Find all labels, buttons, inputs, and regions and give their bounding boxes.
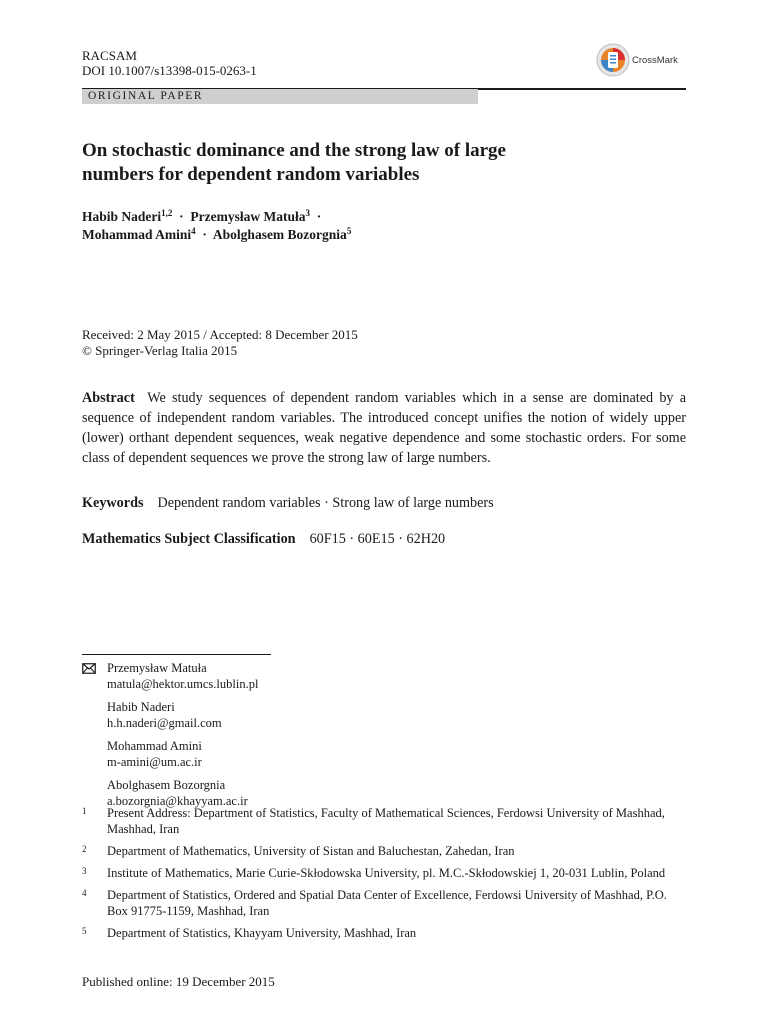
affiliation-number: 2: [82, 844, 87, 854]
abstract-text: We study sequences of dependent random variables which in a sense are dominated by a sequence of independent random variables. The introduced concept unifies the notion of widely upper (lower) orthant dependent sequences, weak negative dependence and some stochastic orders. For some class of dependent sequences we prove the strong law of large numbers.: [82, 390, 687, 466]
contact-email[interactable]: a.bozorgnia@khayyam.ac.ir: [107, 794, 248, 808]
affiliation-number: 4: [82, 888, 87, 898]
author-affiliation-ref: 5: [346, 226, 352, 236]
affiliation-item: [82, 865, 686, 881]
received-accepted: Received: 2 May 2015 / Accepted: 8 December 2015: [82, 327, 358, 342]
contact-email[interactable]: h.h.naderi@gmail.com: [107, 716, 222, 730]
abstract: [82, 388, 686, 468]
author-separator: ·: [316, 209, 322, 224]
author-affiliation-ref: 1,2: [161, 208, 173, 218]
author-affiliation-ref: 3: [305, 208, 310, 218]
keywords: [82, 494, 686, 512]
affiliation-item: [82, 925, 686, 941]
journal-info: [82, 48, 257, 78]
msc-text: 60F15 · 60E15 · 62H20: [309, 531, 446, 547]
keywords-text: Dependent random variables · Strong law of large numbers: [157, 495, 494, 511]
paper-title: [82, 139, 682, 187]
affiliation-item: [82, 843, 686, 859]
footnote-rule: [82, 654, 271, 655]
title-line: On stochastic dominance and the strong law of large: [82, 140, 506, 161]
affiliation-text: Department of Statistics, Khayyam University, Mashhad, Iran: [107, 926, 417, 940]
section-label: ORIGINAL PAPER: [88, 90, 204, 102]
author-name: Abolghasem Bozorgnia: [212, 227, 347, 242]
crossmark-badge[interactable]: [596, 43, 680, 77]
author-name: Przemysław Matuła: [190, 209, 306, 224]
journal-name: RACSAM: [82, 48, 137, 63]
copyright: © Springer-Verlag Italia 2015: [82, 343, 238, 358]
subject-classification: [82, 530, 686, 548]
contact-list: [107, 660, 667, 816]
affiliation-text: Department of Statistics, Ordered and Spatial Data Center of Excellence, Ferdowsi University of Mashhad, P.O. Box 91775-1159, Mashhad, Iran: [107, 888, 667, 918]
section-band: [82, 89, 478, 104]
crossmark-label: CrossMark: [632, 54, 678, 66]
author-line: [82, 208, 682, 226]
affiliation-number: 1: [82, 806, 87, 816]
affiliation-text: Present Address: Department of Statistics, Faculty of Mathematical Sciences, Ferdowsi University of Mashhad, Mashhad, Iran: [107, 806, 665, 836]
contact-email[interactable]: m-amini@um.ac.ir: [107, 755, 202, 769]
keywords-label: Keywords: [82, 495, 144, 511]
affiliation-list: [82, 805, 686, 947]
affiliation-text: Institute of Mathematics, Marie Curie-Skłodowska University, pl. M.C.-Skłodowskiej 1, 20-031 Lublin, Poland: [107, 866, 666, 880]
contact-name: Habib Naderi: [107, 700, 175, 714]
author-line: [82, 226, 682, 244]
author-name: Mohammad Amini: [82, 227, 192, 242]
msc-label: Mathematics Subject Classification: [82, 531, 296, 547]
author-name: Habib Naderi: [82, 209, 162, 224]
author-list: [82, 208, 682, 244]
published-online: Published online: 19 December 2015: [82, 974, 275, 989]
affiliation-item: [82, 887, 686, 919]
contact-entry: [107, 660, 667, 692]
abstract-label: Abstract: [82, 390, 135, 406]
affiliation-number: 5: [82, 926, 87, 936]
crossmark-icon: [596, 43, 630, 77]
title-line: numbers for dependent random variables: [82, 164, 420, 185]
affiliation-number: 3: [82, 866, 87, 876]
doi: DOI 10.1007/s13398-015-0263-1: [82, 63, 257, 78]
publication-dates: [82, 327, 358, 359]
contact-email[interactable]: matula@hektor.umcs.lublin.pl: [107, 677, 259, 691]
envelope-icon: [82, 663, 96, 674]
contact-name: Mohammad Amini: [107, 739, 202, 753]
contact-name: Abolghasem Bozorgnia: [107, 778, 226, 792]
contact-name: Przemysław Matuła: [107, 661, 207, 675]
author-separator: ·: [179, 209, 184, 224]
author-affiliation-ref: 4: [191, 226, 196, 236]
contact-entry: [107, 738, 667, 770]
affiliation-item: [82, 805, 686, 837]
affiliation-text: Department of Mathematics, University of Sistan and Baluchestan, Zahedan, Iran: [107, 844, 515, 858]
author-separator: ·: [202, 227, 207, 242]
contact-entry: [107, 699, 667, 731]
